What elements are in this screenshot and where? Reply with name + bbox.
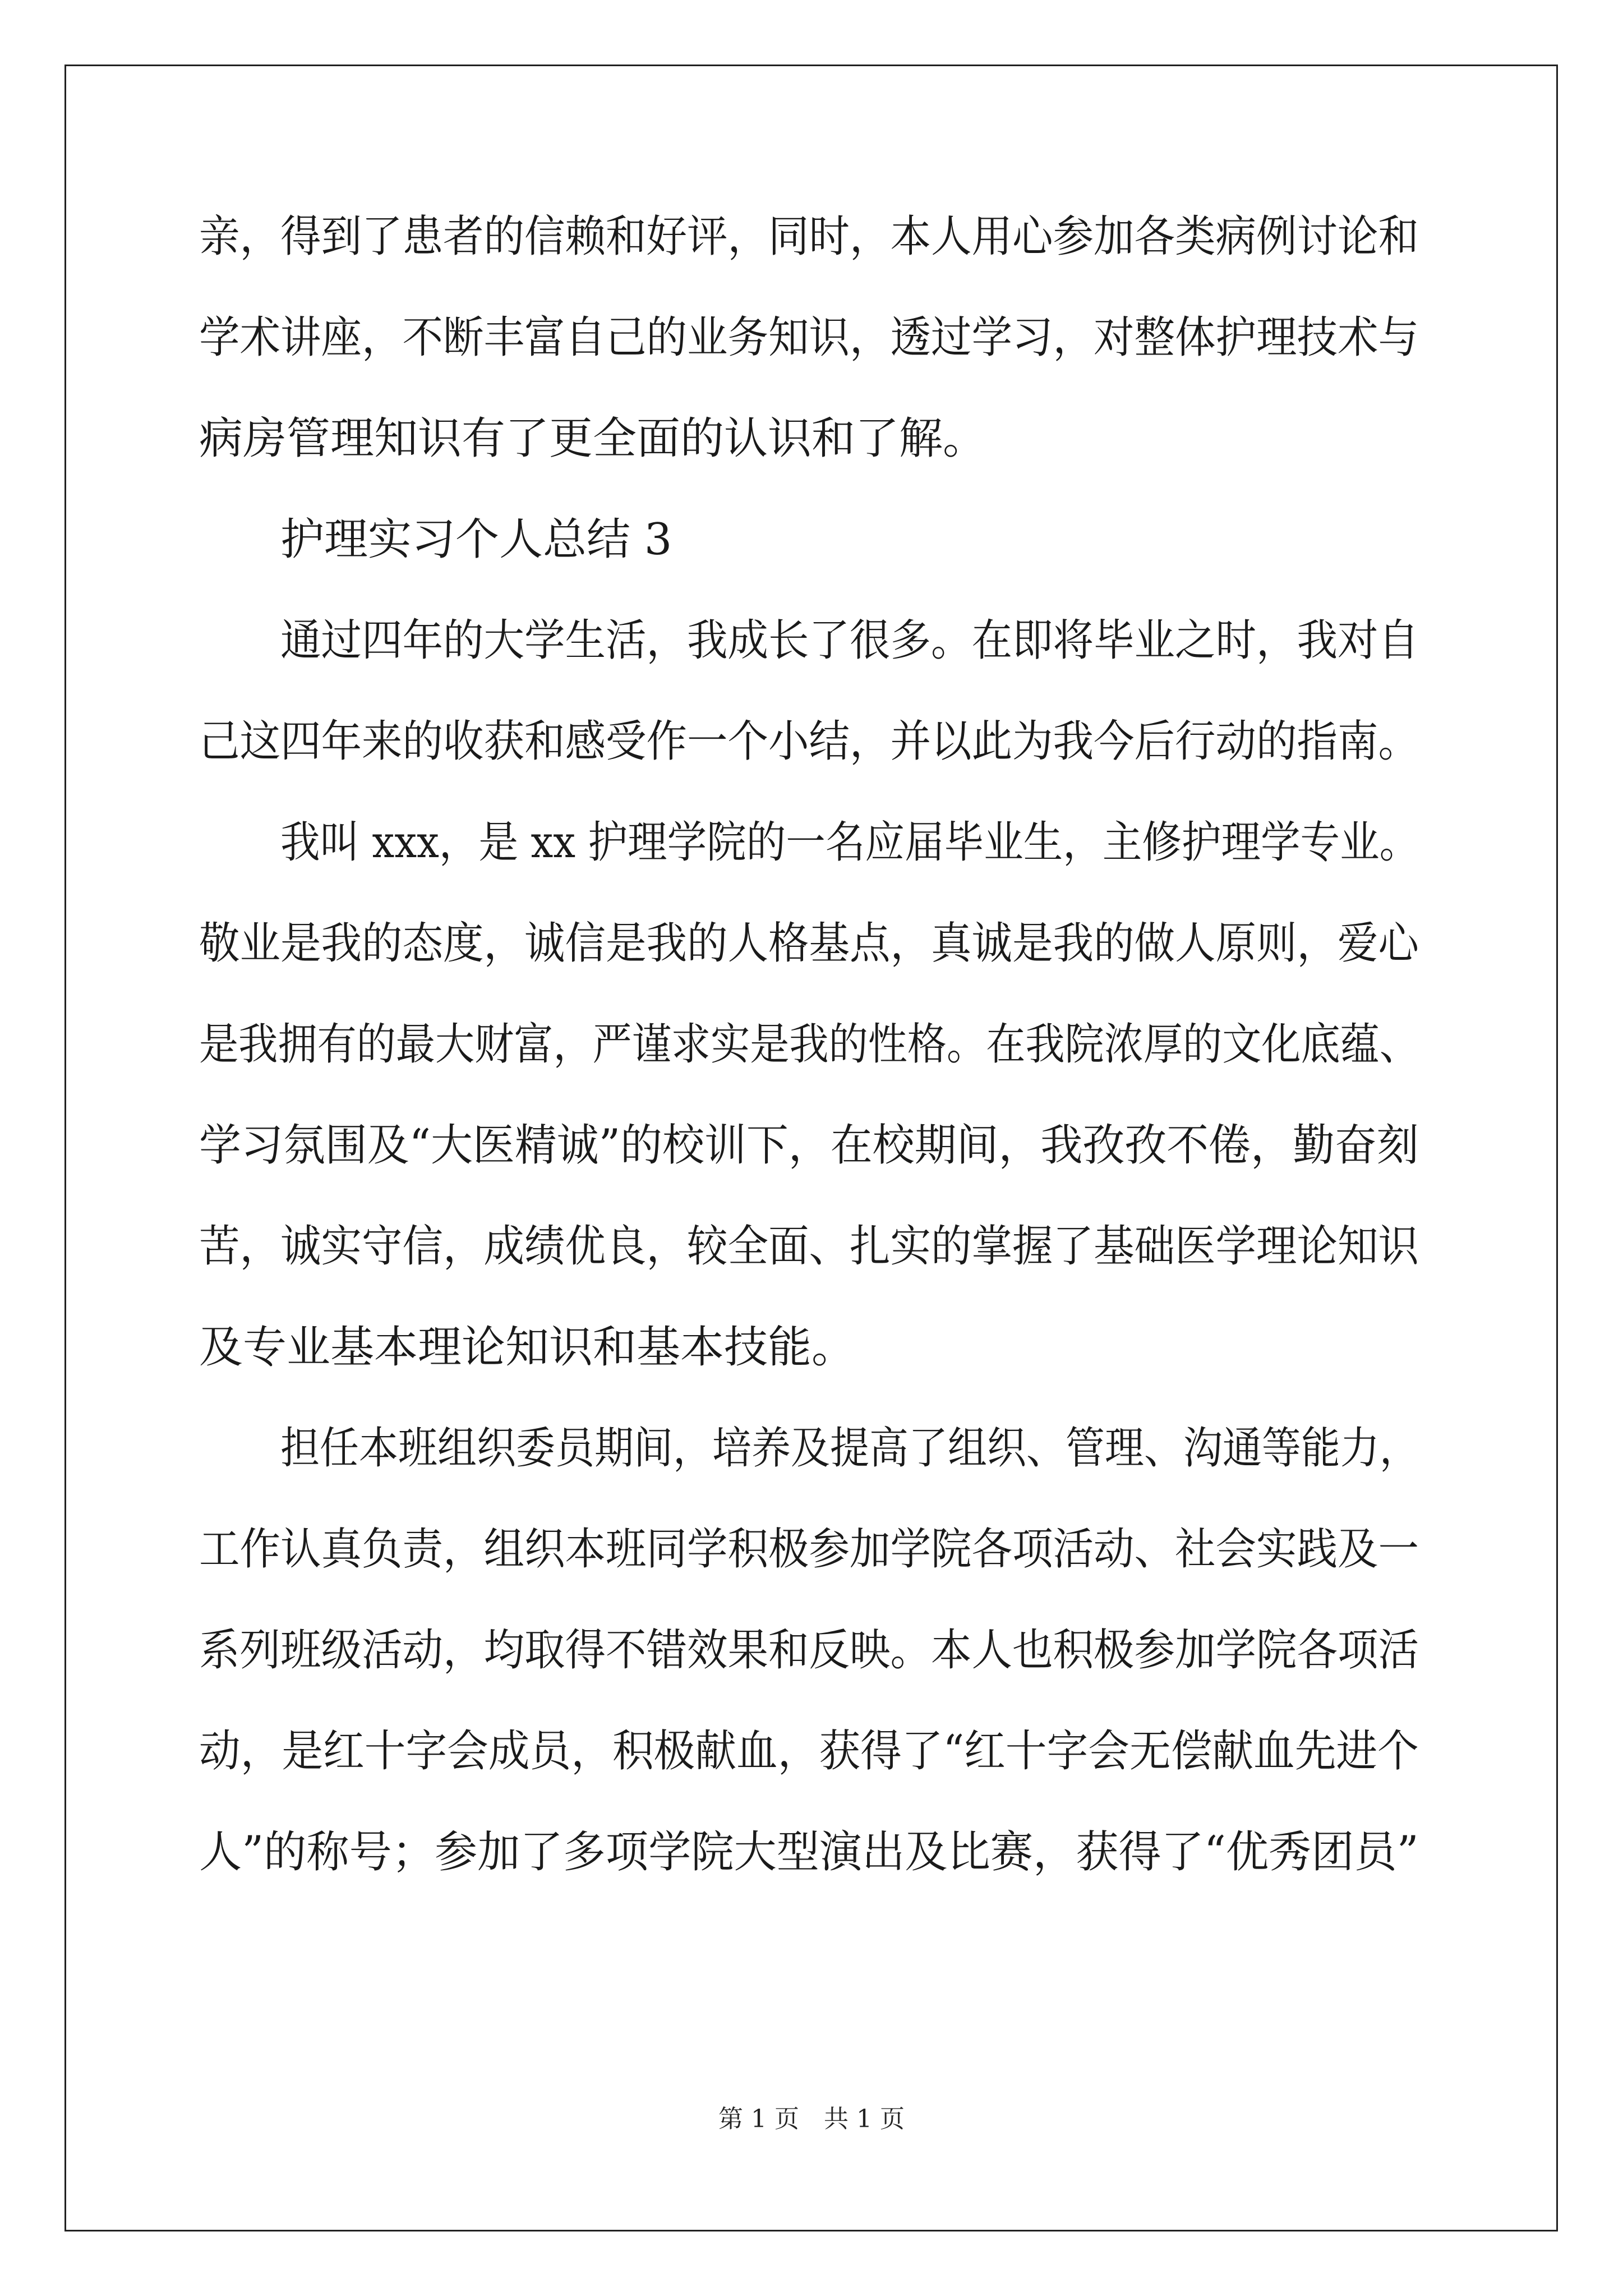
text-line: 学术讲座，不断丰富自己的业务知识，透过学习，对整体护理技术与 <box>199 312 1419 363</box>
text-line: 己这四年来的收获和感受作一个小结，并以此为我今后行动的指南。 <box>199 716 1419 767</box>
text-line: 及专业基本理论知识和基本技能。 <box>199 1322 856 1373</box>
text-line: 工作认真负责，组织本班同学积极参加学院各项活动、社会实践及一 <box>199 1524 1419 1575</box>
text-line: 亲，得到了患者的信赖和好评，同时，本人用心参加各类病例讨论和 <box>199 211 1419 262</box>
text-line: 敬业是我的态度，诚信是我的人格基点，真诚是我的做人原则，爱心 <box>199 918 1419 969</box>
text-line: 担任本班组织委员期间，培养及提高了组织、管理、沟通等能力， <box>280 1423 1419 1474</box>
text-line: 动，是红十字会成员，积极献血，获得了“红十字会无偿献血先进个 <box>199 1726 1419 1777</box>
text-line: 我叫 xxx，是 xx 护理学院的一名应届毕业生，主修护理学专业。 <box>280 817 1419 868</box>
text-line: 学习氛围及“大医精诚”的校训下，在校期间，我孜孜不倦，勤奋刻 <box>199 1120 1419 1171</box>
text-line: 通过四年的大学生活，我成长了很多。在即将毕业之时，我对自 <box>280 615 1419 666</box>
text-line: 是我拥有的最大财富，严谨求实是我的性格。在我院浓厚的文化底蕴、 <box>199 1019 1419 1070</box>
text-line: 苦，诚实守信，成绩优良，较全面、扎实的掌握了基础医学理论知识 <box>199 1221 1419 1272</box>
text-line: 系列班级活动，均取得不错效果和反映。本人也积极参加学院各项活 <box>199 1625 1419 1676</box>
section-heading: 护理实习个人总结 3 <box>280 514 672 565</box>
page-number: 第 1 页 共 1 页 <box>718 2105 905 2133</box>
text-line: 病房管理知识有了更全面的认识和了解。 <box>199 413 987 464</box>
text-line: 人”的称号；参加了多项学院大型演出及比赛，获得了“优秀团员” <box>199 1827 1419 1878</box>
